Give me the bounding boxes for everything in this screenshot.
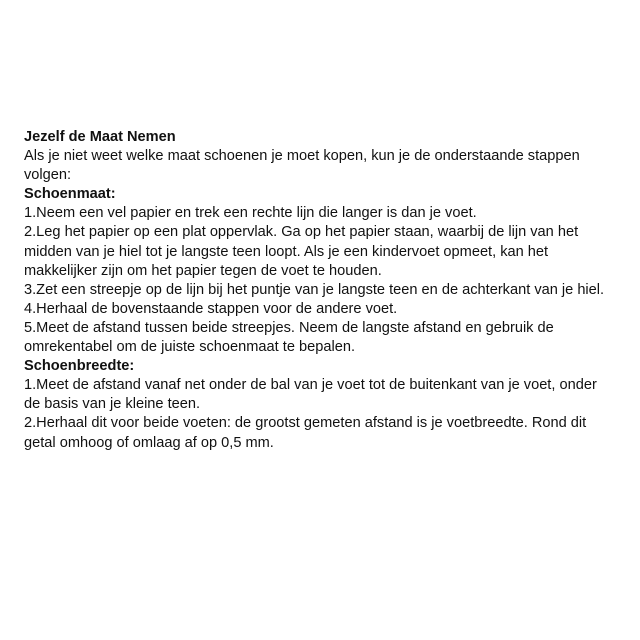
step-line: 4.Herhaal de bovenstaande stappen voor de andere voet. — [24, 300, 398, 317]
step-line: 1.Meet de afstand vanaf net onder de bal van je voet tot de buitenkant van je voet, onder — [24, 377, 597, 394]
step-line: 1.Neem een vel papier en trek een rechte lijn die langer is dan je voet. — [24, 205, 477, 222]
document-title: Jezelf de Maat Nemen — [24, 129, 176, 145]
step-line: 5.Meet de afstand tussen beide streepjes. Neem de langste afstand en gebruik de — [24, 319, 554, 336]
step-line: getal omhoog of omlaag af op 0,5 mm. — [24, 434, 274, 451]
section-heading-schoenbreedte: Schoenbreedte: — [24, 358, 135, 375]
intro-line: Als je niet weet welke maat schoenen je moet kopen, kun je de onderstaande stappen — [24, 148, 580, 165]
step-line: de basis van je kleine teen. — [24, 396, 201, 413]
intro-line: volgen: — [24, 167, 72, 184]
step-line: 2.Herhaal dit voor beide voeten: de grootst gemeten afstand is je voetbreedte. Rond dit — [24, 415, 587, 432]
step-line: 2.Leg het papier op een plat oppervlak. Ga op het papier staan, waarbij de lijn van het — [24, 224, 579, 241]
step-line: makkelijker zijn om het papier tegen de voet te houden. — [24, 262, 382, 279]
step-line: 3.Zet een streepje op de lijn bij het puntje van je langste teen en de achterkant van je hiel. — [24, 281, 605, 298]
section-heading-schoenmaat: Schoenmaat: — [24, 186, 116, 203]
step-line: omrekentabel om de juiste schoenmaat te bepalen. — [24, 339, 355, 356]
step-line: midden van je hiel tot je langste teen loopt. Als je een kindervoet opmeet, kan het — [24, 243, 549, 260]
document-body — [24, 128, 624, 453]
